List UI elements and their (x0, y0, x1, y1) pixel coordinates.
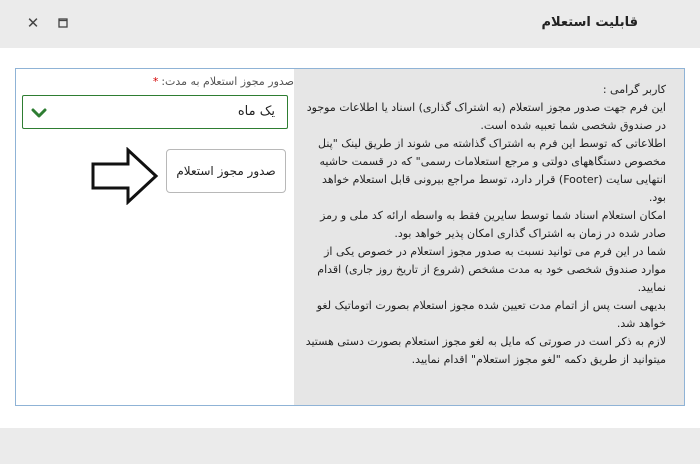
duration-select[interactable] (22, 95, 288, 129)
info-paragraph: کاربر گرامی : (602, 83, 666, 96)
info-paragraph: این فرم جهت صدور مجوز استعلام (به اشتراک گذاری) اسناد یا اطلاعات موجود در صندوق شخصی شما تعبیه شده است. (306, 101, 666, 132)
arrow-right-icon (90, 147, 160, 209)
info-paragraph: لازم به ذکر است در صورتی که مایل به لغو مجوز استعلام بصورت دستی هستید میتوانید از طریق دکمه "لغو مجوز استعلام" اقدام نمایید. (305, 335, 666, 366)
duration-select-value: یک ماه (237, 104, 275, 119)
info-panel (294, 69, 684, 405)
maximize-icon[interactable] (54, 14, 72, 32)
info-paragraph: شما در این فرم می توانید نسبت به صدور مجوز استعلام در خصوص یکی از موارد صندوق شخصی خود به مدت مشخص (شروع از تاریخ روز جاری) اقدام نمایید. (317, 245, 666, 294)
info-paragraph: اطلاعاتی که توسط این فرم به اشتراک گذاشته می شوند از طریق لینک "پنل مخصوص دستگاههای دولتی و مرجع استعلامات رسمی" که در قسمت حاشیه انتهایی سایت (Footer) قرار دارد، توسط مراجع بیرونی قابل استعلام خواهد بود. (318, 137, 666, 204)
close-icon[interactable]: ✕ (26, 14, 40, 32)
chevron-down-icon (31, 105, 47, 124)
dialog-title: قابلیت استعلام (541, 15, 638, 30)
issue-permit-button[interactable]: صدور مجوز استعلام (166, 149, 286, 193)
info-paragraph: بدیهی است پس از اتمام مدت تعیین شده مجوز استعلام بصورت اتوماتیک لغو خواهد شد. (316, 299, 666, 330)
duration-label-text: صدور مجوز استعلام به مدت: (161, 75, 294, 88)
dialog-body (0, 48, 700, 428)
duration-label (153, 75, 294, 88)
required-mark: * (152, 75, 159, 88)
info-paragraph: امکان استعلام اسناد شما توسط سایرین فقط به واسطه ارائه کد ملی و رمز صادر شده در زمان به اشتراک گذاری امکان پذیر خواهد بود. (320, 209, 666, 240)
form-frame (15, 68, 685, 406)
title-bar (0, 0, 700, 48)
